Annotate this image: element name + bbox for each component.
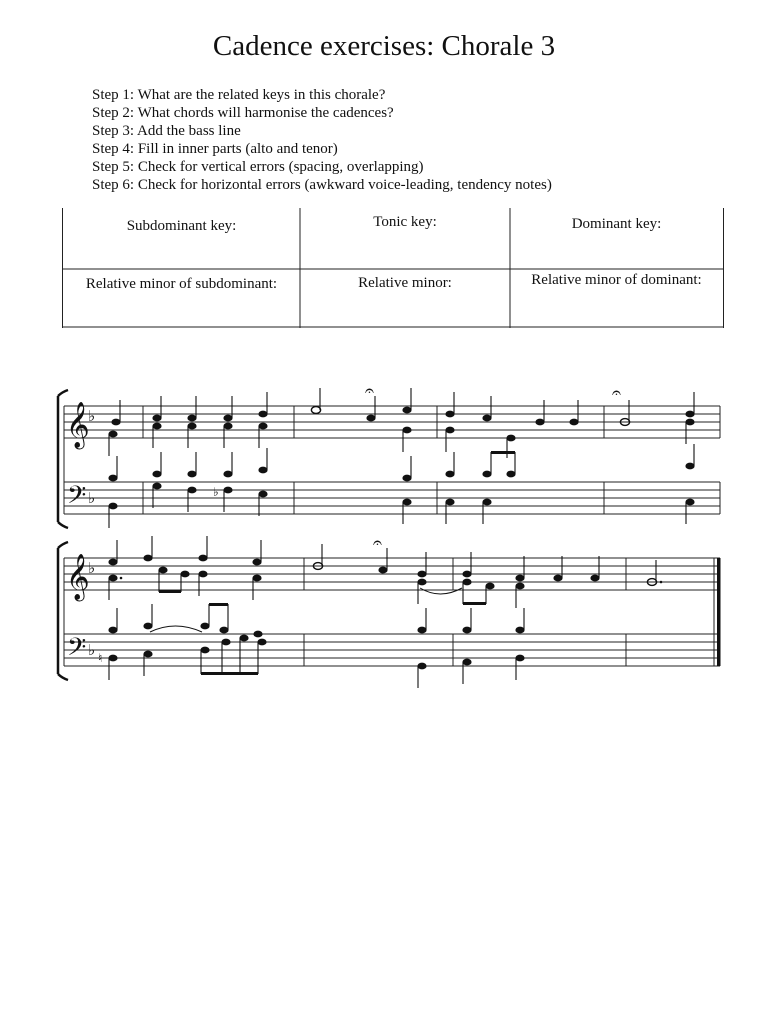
page-title: Cadence exercises: Chorale 3	[212, 30, 556, 62]
relative-minor-cell: Relative minor:	[358, 275, 452, 291]
system-2	[58, 533, 721, 688]
bass-clef-icon: 𝄢	[67, 481, 87, 516]
treble-notes	[108, 381, 694, 458]
step-item: Step 5: Check for vertical errors (spacing, overlapping)	[92, 159, 424, 175]
bass-clef-icon: 𝄢	[67, 633, 87, 668]
flat-icon: ♭	[88, 641, 96, 659]
step-item: Step 4: Fill in inner parts (alto and tenor)	[92, 141, 338, 157]
subdominant-key-cell: Subdominant key:	[126, 218, 237, 234]
bass-staff	[64, 482, 720, 514]
bass-notes	[108, 444, 694, 528]
svg-text:♭: ♭	[213, 485, 219, 499]
flat-icon: ♭	[88, 489, 96, 507]
tonic-key-cell: Tonic key:	[373, 214, 437, 230]
treble-clef-icon: 𝄞	[66, 554, 90, 600]
svg-text:♮: ♮	[98, 651, 103, 665]
dominant-key-cell: Dominant key:	[571, 216, 662, 232]
system-1	[58, 381, 720, 528]
relative-minor-subdominant-cell: Relative minor of subdominant:	[85, 276, 278, 292]
treble-staff	[64, 558, 720, 590]
treble-staff	[64, 406, 720, 438]
bass-staff	[64, 634, 720, 666]
step-item: Step 3: Add the bass line	[92, 123, 241, 139]
flat-icon: ♭	[88, 559, 96, 577]
bass-notes	[98, 603, 525, 688]
fermata-icon: 𝄐	[612, 383, 621, 402]
treble-notes	[108, 533, 662, 608]
flat-icon: ♭	[88, 407, 96, 425]
step-item: Step 2: What chords will harmonise the cadences?	[92, 105, 394, 121]
relative-minor-dominant-cell: Relative minor of dominant:	[531, 272, 702, 288]
fermata-icon: 𝄐	[373, 533, 382, 552]
step-item: Step 6: Check for horizontal errors (awkward voice-leading, tendency notes)	[92, 177, 552, 193]
treble-clef-icon: 𝄞	[66, 402, 90, 448]
step-item: Step 1: What are the related keys in this chorale?	[92, 87, 386, 103]
fermata-icon: 𝄐	[365, 381, 374, 400]
